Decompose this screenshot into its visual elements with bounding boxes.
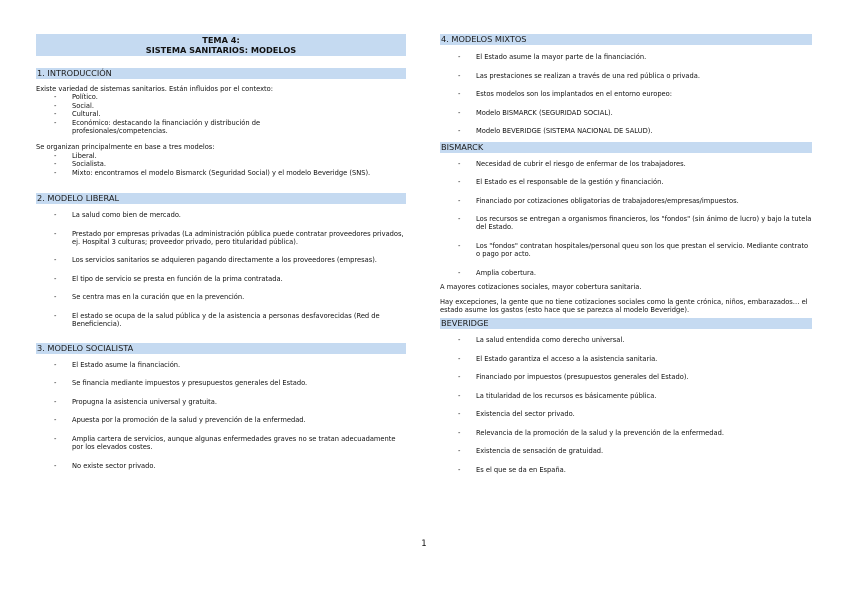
list-item: - Propugna la asistencia universal y gratuita. bbox=[36, 398, 406, 406]
list-item: - El Estado es el responsable de la gestión y financiación. bbox=[440, 178, 812, 186]
list-item: - Liberal. bbox=[36, 152, 406, 160]
list-item: - Apuesta por la promoción de la salud y prevención de la enfermedad. bbox=[36, 416, 406, 424]
intro-models-list bbox=[36, 152, 406, 177]
section-heading-liberal: 2. MODELO LIBERAL bbox=[36, 193, 406, 204]
socialista-list bbox=[36, 361, 406, 470]
list-item: - Amplia cartera de servicios, aunque algunas enfermedades graves no se tratan adecuadamente por los elevados costes. bbox=[36, 435, 406, 452]
bismarck-paragraph-2: Hay excepciones, la gente que no tiene cotizaciones sociales como la gente crónica, niños, embarazados… el estado asume los gastos (esto hace que se parezca al modelo Beveridge). bbox=[440, 297, 808, 315]
list-item: - Social. bbox=[36, 102, 406, 110]
list-item: - Económico: destacando la financiación y distribución de profesionales/competencias. bbox=[36, 119, 406, 136]
bismarck-list bbox=[440, 160, 812, 278]
list-item: - El estado se ocupa de la salud pública y de la asistencia a personas desfavorecidas (Red de Beneficiencia). bbox=[36, 312, 406, 329]
list-item: - La salud entendida como derecho universal. bbox=[440, 336, 812, 344]
intro-paragraph-1: Existe variedad de sistemas sanitarios. Están influidos por el contexto: bbox=[36, 85, 273, 93]
list-item: - Relevancia de la promoción de la salud y la prevención de la enfermedad. bbox=[440, 429, 812, 437]
bismarck-paragraph-1: A mayores cotizaciones sociales, mayor cobertura sanitaria. bbox=[440, 283, 642, 292]
section-heading-bismarck: BISMARCK bbox=[440, 142, 812, 153]
beveridge-list bbox=[440, 336, 812, 474]
liberal-list bbox=[36, 211, 406, 329]
list-item: - Los recursos se entregan a organismos financieros, los "fondos" (sin ánimo de lucro) y bajo la tutela del Estado. bbox=[440, 215, 812, 232]
list-item: - Necesidad de cubrir el riesgo de enfermar de los trabajadores. bbox=[440, 160, 812, 168]
list-item: - No existe sector privado. bbox=[36, 462, 406, 470]
intro-context-list bbox=[36, 93, 406, 135]
document-title bbox=[36, 34, 406, 56]
list-item: - El Estado asume la mayor parte de la financiación. bbox=[440, 53, 812, 61]
list-item: - Cultural. bbox=[36, 110, 406, 118]
list-item: - El tipo de servicio se presta en función de la prima contratada. bbox=[36, 275, 406, 283]
right-column bbox=[440, 34, 812, 484]
list-item: - Modelo BEVERIDGE (SISTEMA NACIONAL DE SALUD). bbox=[440, 127, 812, 135]
intro-paragraph-2: Se organizan principalmente en base a tres modelos: bbox=[36, 143, 215, 152]
list-item: - Prestado por empresas privadas (La administración pública puede contratar proveedores privados, ej. Hospital 3 culturas; proveedor privado, pero titularidad pública). bbox=[36, 230, 406, 247]
list-item: - El Estado garantiza el acceso a la asistencia sanitaria. bbox=[440, 355, 812, 363]
list-item: - La salud como bien de mercado. bbox=[36, 211, 406, 219]
list-item: - Se financia mediante impuestos y presupuestos generales del Estado. bbox=[36, 379, 406, 387]
list-item: - La titularidad de los recursos es básicamente pública. bbox=[440, 392, 812, 400]
list-item: - El Estado asume la financiación. bbox=[36, 361, 406, 369]
list-item: - Existencia de sensación de gratuidad. bbox=[440, 447, 812, 455]
list-item: - Las prestaciones se realizan a través de una red pública o privada. bbox=[440, 72, 812, 80]
list-item: - Es el que se da en España. bbox=[440, 466, 812, 474]
list-item: - Mixto: encontramos el modelo Bismarck (Seguridad Social) y el modelo Beveridge (SNS). bbox=[36, 169, 406, 177]
mixtos-list bbox=[440, 53, 812, 135]
section-heading-beveridge: BEVERIDGE bbox=[440, 318, 812, 329]
page-number: 1 bbox=[421, 539, 427, 549]
list-item: - Político. bbox=[36, 93, 406, 101]
list-item: - Los "fondos" contratan hospitales/personal queu son los que prestan el servicio. Mediante contrato o pago por acto. bbox=[440, 242, 812, 259]
list-item: - Financiado por impuestos (presupuestos generales del Estado). bbox=[440, 373, 812, 381]
list-item: - Los servicios sanitarios se adquieren pagando directamente a los proveedores (empresas). bbox=[36, 256, 406, 264]
list-item: - Existencia del sector privado. bbox=[440, 410, 812, 418]
list-item: - Socialista. bbox=[36, 160, 406, 168]
section-heading-introduccion: 1. INTRODUCCIÓN bbox=[36, 68, 406, 79]
list-item: - Se centra mas en la curación que en la prevención. bbox=[36, 293, 406, 301]
title-line-2: SISTEMA SANITARIOS: MODELOS bbox=[145, 45, 297, 55]
list-item: - Estos modelos son los implantados en el entorno europeo: bbox=[440, 90, 812, 98]
list-item: - Amplia cobertura. bbox=[440, 269, 812, 277]
title-line-1: TEMA 4: bbox=[202, 35, 240, 45]
section-heading-mixtos: 4. MODELOS MIXTOS bbox=[440, 34, 812, 45]
list-item: - Modelo BISMARCK (SEGURIDAD SOCIAL). bbox=[440, 109, 812, 117]
list-item: - Financiado por cotizaciones obligatorias de trabajadores/empresas/impuestos. bbox=[440, 197, 812, 205]
left-column bbox=[36, 34, 406, 480]
section-heading-socialista: 3. MODELO SOCIALISTA bbox=[36, 343, 406, 354]
